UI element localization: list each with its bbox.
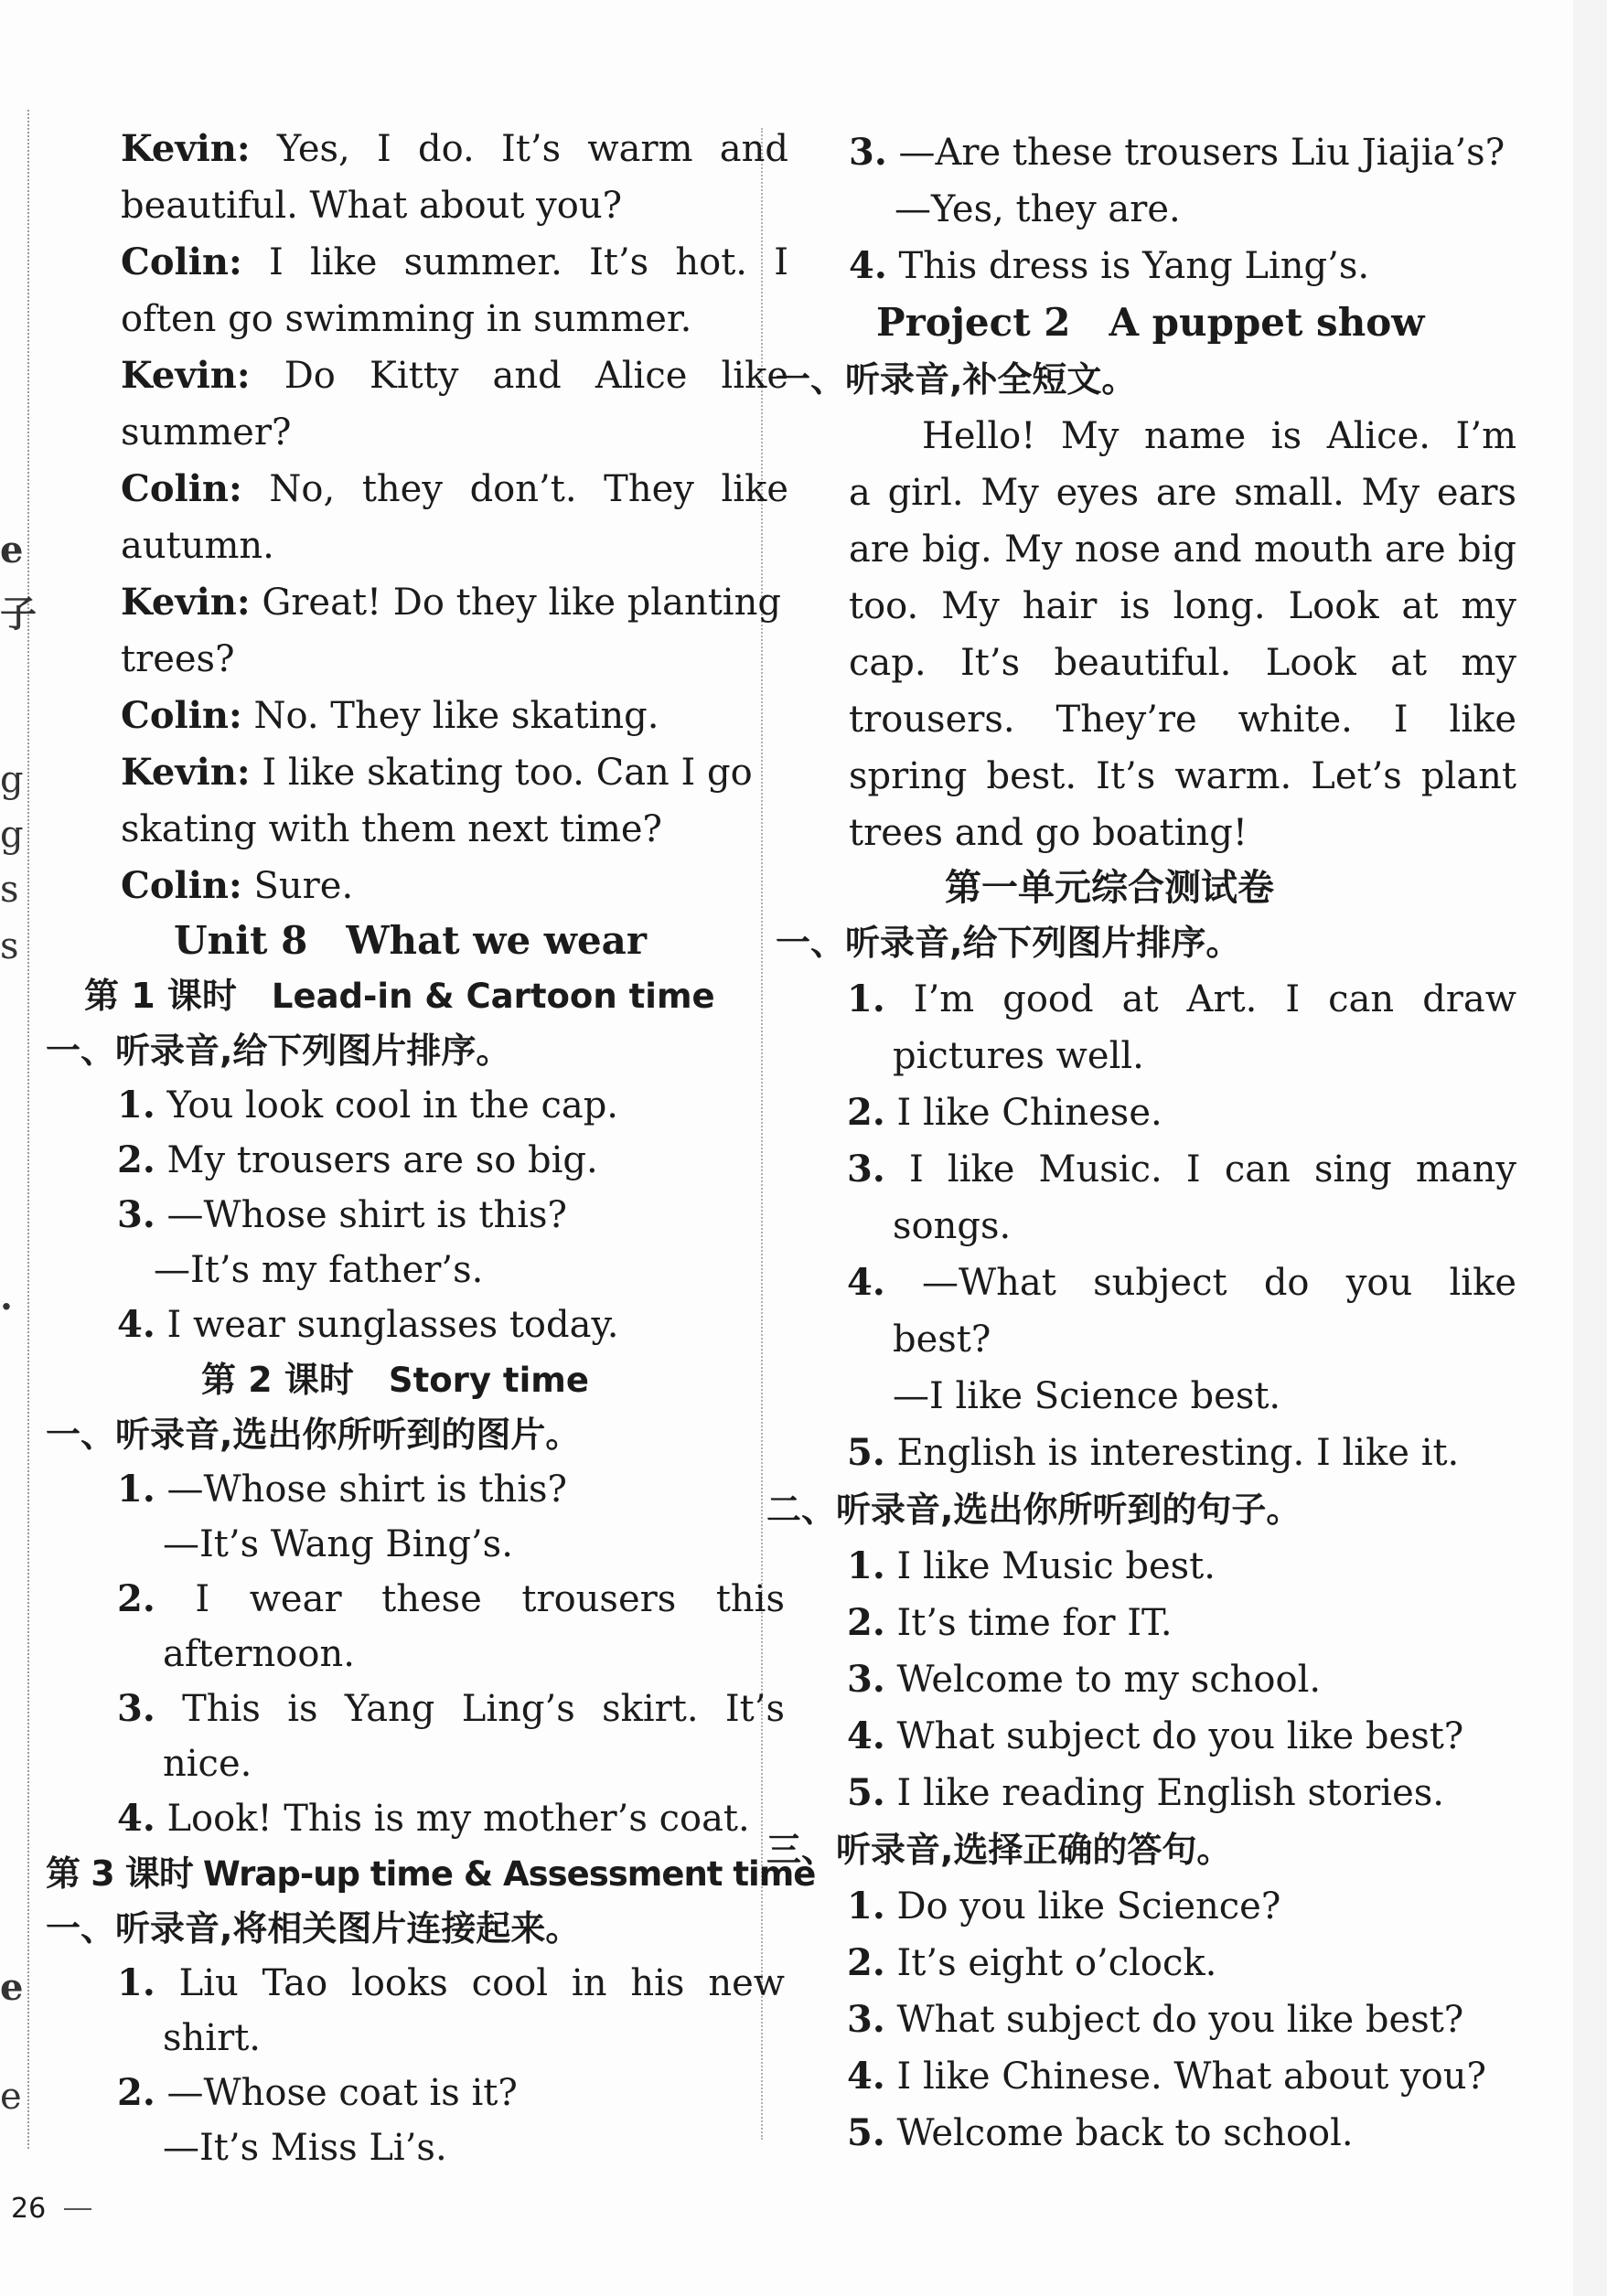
section-heading: 二、听录音,选出你所听到的句子。 — [766, 1490, 1302, 1530]
edge-fragment: s — [0, 869, 19, 911]
passage-line: too. My hair is long. Look at my — [849, 585, 1516, 627]
passage-line: a girl. My eyes are small. My ears — [849, 472, 1516, 514]
dialogue-line: beautiful. What about you? — [121, 185, 623, 227]
list-item: 2. My trousers are so big. — [117, 1138, 598, 1181]
dialogue-line: Kevin: I like skating too. Can I go — [121, 751, 753, 794]
list-item-line: nice. — [163, 1743, 252, 1785]
list-item: 4. I like Chinese. What about you? — [847, 2055, 1486, 2098]
page-number-dash — [64, 2208, 91, 2210]
list-item: 2. —Whose coat is it? — [117, 2071, 518, 2114]
list-item: 4. What subject do you like best? — [847, 1714, 1464, 1757]
list-item: 1. Liu Tao looks cool in his new — [117, 1961, 785, 2004]
lesson-title: 第 3 课时 Wrap-up time & Assessment time — [46, 1853, 816, 1894]
binding-line — [27, 110, 29, 2149]
dialogue-line: Colin: I like summer. It’s hot. I — [121, 240, 788, 283]
dialogue-line: autumn. — [121, 525, 274, 567]
dialogue-line: Kevin: Great! Do they like planting — [121, 581, 781, 624]
dialogue-line: often go swimming in summer. — [121, 298, 692, 340]
section-heading: 三、听录音,选择正确的答句。 — [766, 1830, 1232, 1870]
page-edge-shade — [1573, 0, 1607, 2296]
list-item: 4. This dress is Yang Ling’s. — [849, 244, 1370, 287]
list-item-line: —Yes, they are. — [895, 188, 1181, 230]
list-item: 3. What subject do you like best? — [847, 1998, 1464, 2041]
dialogue-line: Kevin: Yes, I do. It’s warm and — [121, 127, 788, 170]
list-item: 3. —Whose shirt is this? — [117, 1193, 567, 1236]
section-heading: 一、听录音,将相关图片连接起来。 — [46, 1908, 581, 1949]
unit-title: Unit 8 What we wear — [174, 918, 648, 963]
lesson-title: 第 2 课时 Story time — [201, 1360, 589, 1400]
dialogue-line: Colin: No, they don’t. They like — [121, 467, 789, 510]
edge-fragment: 子 — [0, 593, 37, 635]
edge-fragment: e — [0, 2076, 22, 2118]
column-divider — [761, 128, 763, 2140]
list-item-line: shirt. — [163, 2017, 261, 2059]
list-item: 2. I like Chinese. — [847, 1091, 1162, 1134]
list-item: 4. I wear sunglasses today. — [117, 1303, 619, 1346]
page-number: 26 — [11, 2193, 47, 2225]
list-item: 1. —Whose shirt is this? — [117, 1468, 567, 1511]
list-item: 4. —What subject do you like — [847, 1261, 1516, 1304]
edge-fragment: g — [0, 759, 24, 801]
edge-fragment: e — [0, 529, 24, 571]
list-item: 1. I’m good at Art. I can draw — [847, 977, 1517, 1020]
list-item-line: afternoon. — [163, 1633, 355, 1675]
dialogue-line: summer? — [121, 411, 292, 454]
passage-line: cap. It’s beautiful. Look at my — [849, 642, 1516, 684]
list-item: 2. I wear these trousers this — [117, 1577, 785, 1620]
passage-line: trousers. They’re white. I like — [849, 699, 1516, 741]
section-heading: 一、听录音,给下列图片排序。 — [46, 1031, 511, 1071]
edge-fragment: g — [0, 814, 24, 856]
lesson-title: 第 1 课时 Lead-in & Cartoon time — [84, 976, 715, 1016]
section-heading: 一、听录音,给下列图片排序。 — [776, 923, 1241, 963]
passage-line: spring best. It’s warm. Let’s plant — [849, 755, 1516, 797]
dialogue-line: Colin: Sure. — [121, 864, 354, 907]
list-item: 5. Welcome back to school. — [847, 2111, 1354, 2154]
list-item: 1. I like Music best. — [847, 1544, 1216, 1587]
list-item: 5. English is interesting. I like it. — [847, 1431, 1460, 1474]
list-item-line: —It’s Miss Li’s. — [163, 2127, 447, 2169]
edge-fragment: e — [0, 1966, 24, 2009]
list-item: 3. This is Yang Ling’s skirt. It’s — [117, 1687, 785, 1730]
dialogue-line: Colin: No. They like skating. — [121, 694, 659, 737]
list-item: 2. It’s eight o’clock. — [847, 1941, 1217, 1984]
edge-fragment: s — [0, 925, 19, 967]
list-item-line: —It’s my father’s. — [154, 1249, 484, 1291]
list-item: 1. Do you like Science? — [847, 1885, 1281, 1928]
dialogue-line: trees? — [121, 638, 235, 680]
list-item: 3. I like Music. I can sing many — [847, 1148, 1516, 1191]
list-item: 3. —Are these trousers Liu Jiajia’s? — [849, 131, 1505, 174]
list-item-line: best? — [893, 1319, 991, 1361]
test-title: 第一单元综合测试卷 — [945, 867, 1274, 909]
list-item: 1. You look cool in the cap. — [117, 1084, 619, 1127]
project-title: Project 2 A puppet show — [876, 300, 1425, 345]
list-item: 3. Welcome to my school. — [847, 1658, 1322, 1701]
list-item: 2. It’s time for IT. — [847, 1601, 1173, 1644]
section-heading: 一、听录音,补全短文。 — [776, 359, 1137, 400]
dialogue-line: Kevin: Do Kitty and Alice like — [121, 354, 788, 397]
list-item-line: —I like Science best. — [893, 1375, 1281, 1417]
list-item-line: —It’s Wang Bing’s. — [163, 1523, 513, 1565]
list-item: 4. Look! This is my mother’s coat. — [117, 1797, 750, 1840]
list-item-line: songs. — [893, 1205, 1012, 1247]
edge-fragment: . — [0, 1276, 13, 1319]
dialogue-line: skating with them next time? — [121, 808, 662, 850]
list-item-line: pictures well. — [893, 1035, 1144, 1077]
passage-line: trees and go boating! — [849, 812, 1248, 854]
passage-line: Hello! My name is Alice. I’m — [922, 415, 1516, 457]
section-heading: 一、听录音,选出你所听到的图片。 — [46, 1415, 581, 1455]
passage-line: are big. My nose and mouth are big — [849, 529, 1516, 571]
list-item: 5. I like reading English stories. — [847, 1771, 1444, 1814]
